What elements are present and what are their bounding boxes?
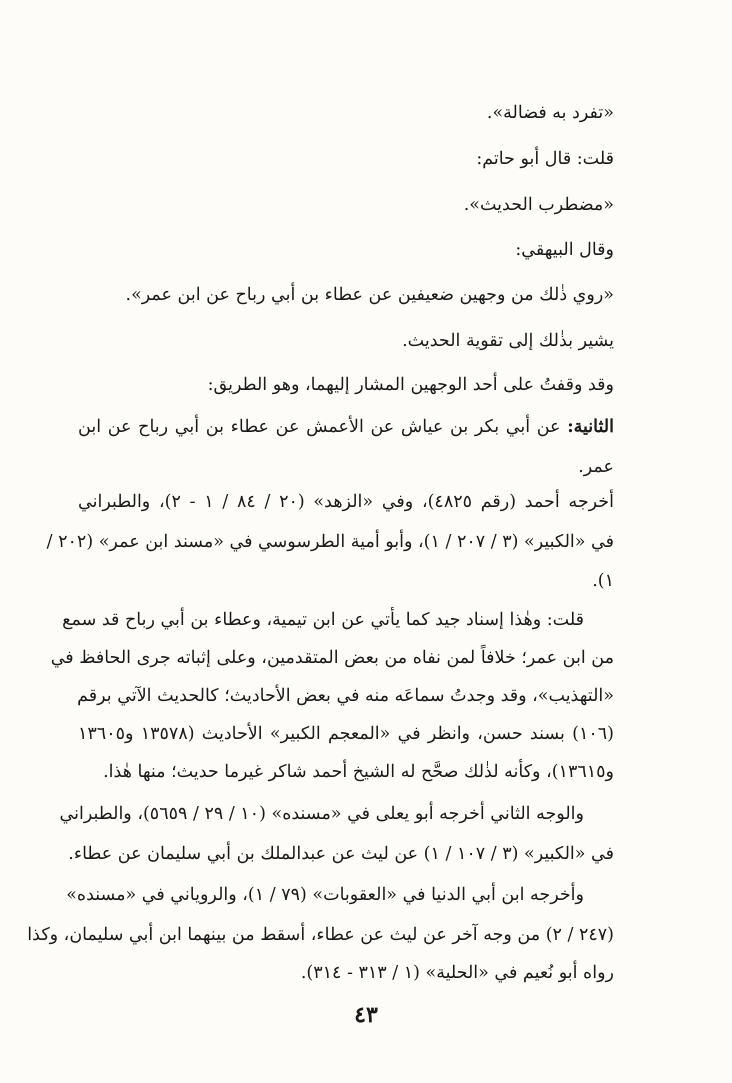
text-line-16: (١٠٦) بسند حسن، وانظر في «المعجم الكبير» الأحاديث (١٣٥٧٨ و١٣٦٠٥ — [78, 724, 614, 744]
text-line-21: (٢٤٧ / ٢) من وجه آخر عن ليث عن عطاء، أسقط من بينهما ابن أبي سليمان، وكذا — [27, 925, 614, 945]
text-line-10: أخرجه أحمد (رقم ٤٨٢٥)، وفي «الزهد» (٢٠ / ٨٤ / ١ - ٢)، والطبراني — [78, 492, 614, 512]
text-line-15: «التهذيب»، وقد وجدتُ سماعَه منه في بعض الأحاديث؛ كالحديث الآتي برقم — [77, 686, 614, 706]
text-line-9: عمر. — [578, 457, 614, 477]
text-line-18: والوجه الثاني أخرجه أبو يعلى في «مسنده» (١٠ / ٢٩ / ٥٦٥٩)، والطبراني — [59, 804, 584, 824]
text-line-1: «تفرد به فضالة». — [486, 103, 614, 123]
text-line-11: في «الكبير» (٣ / ٢٠٧ / ١)، وأبو أمية الطرسوسي في «مسند ابن عمر» (٢٠٢ / — [46, 532, 614, 552]
text-line-19: في «الكبير» (٣ / ١٠٧ / ١) عن ليث عن عبدالملك بن أبي سليمان عن عطاء. — [68, 844, 614, 864]
page-number: ٤٣ — [354, 1002, 378, 1028]
text-line-5: «روي ذٰلك من وجهين ضعيفين عن عطاء بن أبي رباح عن ابن عمر». — [125, 285, 614, 305]
text-line-7: وقد وقفتُ على أحد الوجهين المشار إليهما، وهو الطريق: — [207, 375, 614, 395]
text-line-17: و١٣٦١٥)، وكأنه لذٰلك صحَّح له الشيخ أحمد شاكر غيرما حديث؛ منها هٰذا. — [103, 762, 614, 782]
text-line-6: يشير بذٰلك إلى تقوية الحديث. — [402, 331, 614, 351]
second-label: الثانية: — [567, 417, 614, 437]
text-line-12: ١). — [592, 571, 614, 591]
text-line-3: «مضطرب الحديث». — [463, 195, 614, 215]
text-line-20: وأخرجه ابن أبي الدنيا في «العقوبات» (٧٩ / ١)، والروياني في «مسنده» — [66, 885, 584, 905]
text-line-14: من ابن عمر؛ خلافاً لمن نفاه من بعض المتقدمين، وعلى إثباته جرى الحافظ في — [50, 648, 614, 668]
text-line-4: وقال البيهقي: — [515, 240, 614, 260]
text-line-8: الثانية: عن أبي بكر بن عياش عن الأعمش عن عطاء بن أبي رباح عن ابن — [78, 417, 614, 437]
text-line-2: قلت: قال أبو حاتم: — [476, 149, 614, 169]
text-line-22: رواه أبو نُعيم في «الحلية» (١ / ٣١٣ - ٣١٤). — [300, 963, 614, 983]
text-line-13: قلت: وهٰذا إسناد جيد كما يأتي عن ابن تيمية، وعطاء بن أبي رباح قد سمع — [62, 610, 584, 630]
